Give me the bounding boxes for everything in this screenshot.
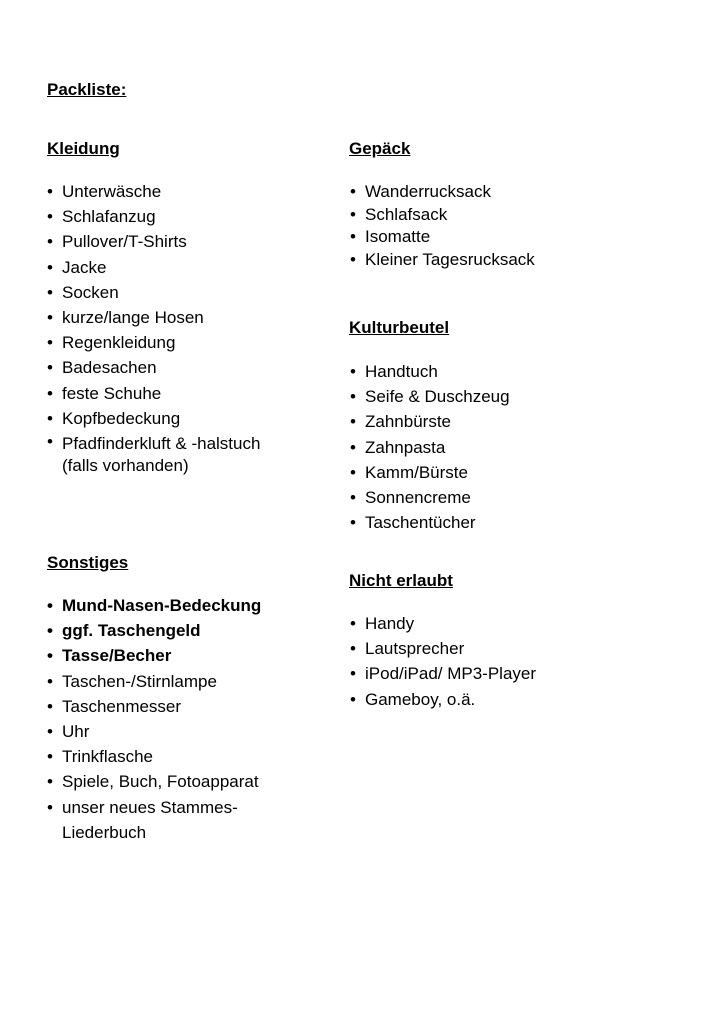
list-item: • Handtuch [350,359,510,384]
list-item-line: Pfadfinderkluft & -halstuch [62,434,261,454]
list-sonstiges [47,593,261,845]
list-kulturbeutel [350,359,510,535]
list-item: • Lautsprecher [350,636,536,661]
list-item-line: Liederbuch [62,822,147,842]
list-item: • Zahnpasta [350,435,510,460]
list-item: • Wanderrucksack [350,181,535,204]
list-item: • Schlafsack [350,204,535,227]
heading-kleidung: Kleidung [47,139,120,158]
list-item-multiline [47,795,261,845]
list-item-multiline [47,431,260,479]
list-item: • Pullover/T-Shirts [47,229,260,254]
list-item: • Sonnencreme [350,485,510,510]
list-item: • Seife & Duschzeug [350,384,510,409]
list-gepaeck [350,181,535,271]
list-item: • Regenkleidung [47,330,260,355]
list-item: • Kopfbedeckung [47,406,260,431]
list-item: • Spiele, Buch, Fotoapparat [47,769,261,794]
list-item: • Isomatte [350,226,535,249]
page-title: Packliste: [47,80,127,99]
list-item-line: (falls vorhanden) [62,456,189,476]
list-item-important: • ggf. Taschengeld [47,618,261,643]
list-item-important: • Mund-Nasen-Bedeckung [47,593,261,618]
list-item: • Schlafanzug [47,204,260,229]
list-item: • Taschentücher [350,510,510,535]
list-item: • Trinkflasche [47,744,261,769]
list-item: • feste Schuhe [47,381,260,406]
list-item: • Socken [47,280,260,305]
list-item: • Handy [350,611,536,636]
list-item: • Kleiner Tagesrucksack [350,249,535,272]
heading-gepaeck: Gepäck [349,139,411,158]
heading-kulturbeutel: Kulturbeutel [349,318,450,337]
list-item: • iPod/iPad/ MP3-Player [350,661,536,686]
list-item: • Zahnbürste [350,409,510,434]
heading-nicht-erlaubt: Nicht erlaubt [349,571,453,590]
list-item: • Taschenmesser [47,694,261,719]
list-item-line: unser neues Stammes- [62,797,238,817]
list-item: • Taschen-/Stirnlampe [47,669,261,694]
list-item: • Badesachen [47,355,260,380]
list-item: • Kamm/Bürste [350,460,510,485]
list-item: • Gameboy, o.ä. [350,687,536,712]
list-item-important: • Tasse/Becher [47,643,261,668]
heading-sonstiges: Sonstiges [47,553,129,572]
list-item: • Jacke [47,255,260,280]
list-item: • Unterwäsche [47,179,260,204]
list-nicht-erlaubt [350,611,536,712]
list-kleidung [47,179,260,479]
list-item: • kurze/lange Hosen [47,305,260,330]
list-item: • Uhr [47,719,261,744]
